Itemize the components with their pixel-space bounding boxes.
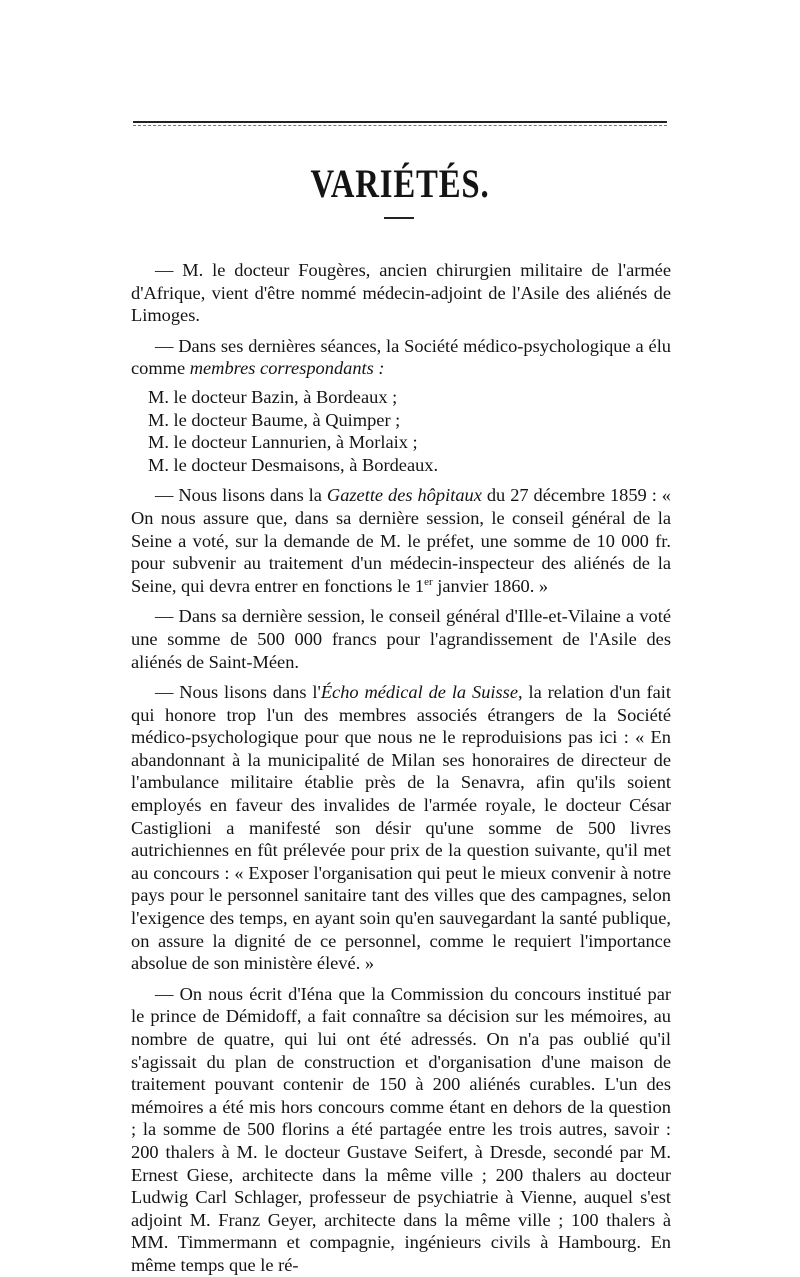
paragraph-echo-start: — Nous lisons dans l': [155, 682, 321, 703]
paragraph-iena: — On nous écrit d'Iéna que la Commission du concours institué par le prince de Démidoff, a fait connaître sa décision sur les mémoires, au nombre de quatre, qui lui ont été adressés. On n'a pas oublié qu'il s'agissait du plan de construction et d'organisation d'une maison de traitement pouvant contenir de 150 à 200 aliénés curables. L'un des mémoires a été mis hors concours comme étant en dehors de la question ; la somme de 500 florins a été partagée entre les trois autres, savoir : 200 thalers à M. le docteur Gustave Seifert, à Dresde, secondé par M. Ernest Giese, architecte dans la même ville ; 200 thalers au docteur Ludwig Carl Schlager, professeur de psychiatrie à Vienne, auquel s'est adjoint M. Franz Geyer, architecte dans la même ville ; 100 thalers à MM. Timmermann et compagnie, ingénieurs civils à Hambourg. En même temps que le ré-: [131, 983, 671, 1275]
paragraph-societe-italic: membres correspondants :: [189, 358, 385, 379]
paragraph-societe: [131, 335, 671, 380]
paragraph-ille-et-vilaine: — Dans sa dernière session, le conseil général d'Ille-et-Vilaine a voté une somme de 500 000 francs pour l'agrandissement de l'Asile des aliénés de Saint-Méen.: [131, 606, 671, 672]
title-ornament-rule: [384, 217, 414, 219]
list-item: M. le docteur Lannurien, à Morlaix ;: [148, 432, 418, 453]
paragraph-gazette-start: — Nous lisons dans la: [155, 485, 327, 506]
list-item: M. le docteur Desmaisons, à Bordeaux.: [148, 454, 439, 475]
paragraph-echo-medical: [131, 681, 671, 975]
list-item: M. le docteur Bazin, à Bordeaux ;: [148, 386, 398, 407]
list-item: M. le docteur Baume, à Quimper ;: [148, 409, 401, 430]
paragraph-echo-italic: Écho médical de la Suisse: [320, 682, 518, 703]
article-body: [131, 259, 671, 1277]
paragraph-echo-end: , la relation d'un fait qui honore trop l'un des membres associés étrangers de la Société médico-psychologique pour que nous ne le reproduisions pas ici : « En abandonnant à la municipalité de Milan ses honoraires de directeur de l'ambulance militaire établie près de la Senavra, afin qu'ils soient employés en faveur des invalides de l'armée royale, le docteur César Castiglioni a manifesté son désir qu'une somme de 500 livres autrichiennes en fût prélevée pour prix de la question suivante, qu'il met au concours : « Exposer l'organisation qui peut le mieux convenir à notre pays pour le personnel sanitaire tant des villes que des campagnes, selon l'exigence des temps, en ayant soin qu'en sauvegardant la santé publique, on assure la dignité de ce personnel, comme le requiert l'importance absolue de son ministère élevé. »: [131, 682, 671, 974]
section-title: VARIÉTÉS.: [310, 161, 490, 206]
header-rule-secondary: [133, 125, 667, 126]
paragraph-societe-text: — Dans ses dernières séances, la Société médico-psychologique a élu comme: [131, 335, 671, 379]
paragraph-gazette-mid: du 27 décembre 1859 : « On nous assure que, dans sa dernière session, le conseil général de la Seine a voté, sur la demande de M. le préfet, une somme de 10 000 fr. pour subvenir au traitement d'un médecin-inspecteur des aliénés de la Seine, qui devra entrer en fonctions le 1: [131, 485, 671, 596]
paragraph-gazette: [131, 484, 671, 597]
paragraph-fougeres: — M. le docteur Fougères, ancien chirurgien militaire de l'armée d'Afrique, vient d'être nommé médecin-adjoint de l'Asile des aliénés de Limoges.: [131, 260, 671, 326]
paragraph-gazette-sup: er: [424, 575, 433, 588]
header-rule: [133, 121, 667, 123]
paragraph-gazette-end: janvier 1860. »: [432, 575, 549, 596]
paragraph-gazette-italic: Gazette des hôpitaux: [326, 485, 482, 506]
correspondants-list: [131, 386, 671, 476]
